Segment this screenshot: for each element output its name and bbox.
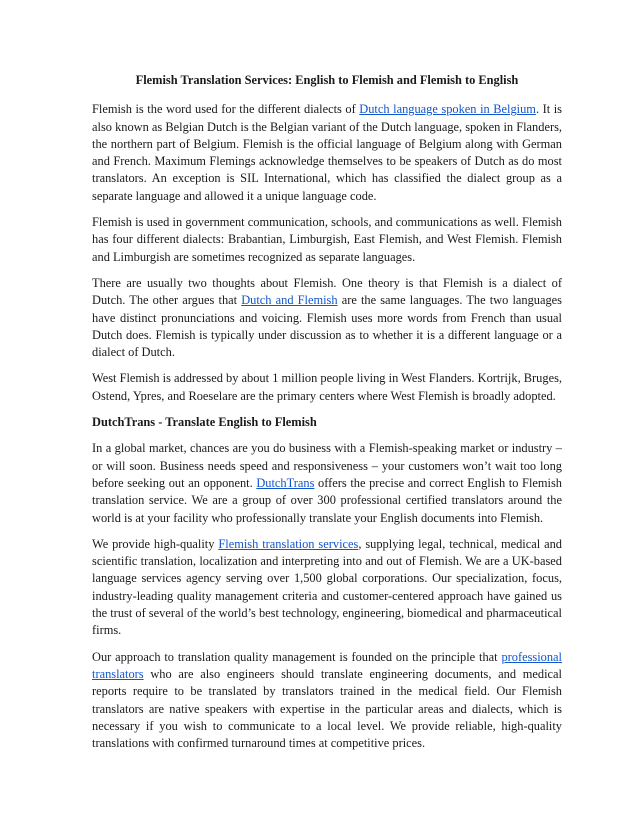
paragraph-flemish-usage: Flemish is used in government communication, schools, and communications as well. Flemish has four different dialects: Brabantian, Limburgish, East Flemish, and West Flemish. Flemish and Limburgish are sometimes recognized as separate languages. — [92, 215, 562, 264]
paragraph-text: In a global market, chances are you do business with a Flemish-speaking market or industry – or will soon. Business needs speed and responsiveness – your customers won’t wait too long before seeking out an opponent. — [92, 441, 562, 490]
paragraph-text: There are usually two thoughts about Flemish. One theory is that Flemish is a dialect of Dutch. The other argues that — [92, 275, 562, 308]
paragraph-quality-approach — [92, 649, 562, 753]
link-dutchtrans[interactable]: DutchTrans — [256, 475, 315, 490]
paragraph-text: , supplying legal, technical, medical and scientific translation, localization and interpreting into and out of Flemish. We are a UK-based language services agency serving over 1,500 global corporations. Our specialization, focus, industry-leading quality management criteria and customer-centered approach have gained us the trust of several of the world’s best technology, engineering, biomedical and pharmaceutical firms. — [92, 536, 562, 638]
link-flemish-translation-services[interactable]: Flemish translation services — [218, 536, 359, 551]
link-dutch-and-flemish[interactable]: Dutch and Flemish — [241, 293, 338, 308]
document-body — [92, 72, 562, 761]
document-title: Flemish Translation Services: English to Flemish and Flemish to English — [135, 73, 519, 87]
paragraph-text: Flemish is the word used for the different dialects of — [92, 102, 360, 117]
link-professional-translators[interactable]: professional translators — [92, 649, 562, 681]
paragraph-text: who are also engineers should translate engineering documents, and medical reports require to be translated by translators trained in the medical field. Our Flemish translators are native speakers with expertise in the particular areas and dialects, which is necessary if you wish to communicate to a local level. We provide reliable, high-quality translations with confirmed turnaround times at competitive prices. — [92, 666, 562, 751]
paragraph-text: Our approach to translation quality management is founded on the principle that — [92, 649, 502, 664]
section-heading-dutchtrans: DutchTrans - Translate English to Flemish — [92, 415, 317, 430]
paragraph-flemish-definition — [92, 101, 562, 205]
paragraph-services — [92, 536, 562, 640]
paragraph-flemish-theories — [92, 275, 562, 361]
paragraph-text: are the same languages. The two languages have distinct pronunciations and voicing. Flemish uses more words from French than usual Dutch does. Flemish is typically under discussion as to whether it is a different language or a dialect of Dutch. — [92, 293, 562, 360]
link-dutch-language-spoken-in-belgium[interactable]: Dutch language spoken in Belgium — [359, 102, 536, 117]
paragraph-text: offers the precise and correct English to Flemish translation service. We are a group of over 300 professional certified translators around the world is at your facility who professionally translate your English documents into Flemish. — [92, 475, 562, 525]
paragraph-text: . It is also known as Belgian Dutch is the Belgian variant of the Dutch language, spoken in Flanders, the northern part of Belgium. Flemish is the official language of Belgium along with German and French. Maximum Flemings acknowledge themselves to be speakers of Dutch as do most translators. An exception is SIL International, which has classified the dialect group as a separate language and allowed it a unique language code. — [92, 102, 562, 203]
paragraph-west-flemish: West Flemish is addressed by about 1 million people living in West Flanders. Kortrijk, Bruges, Ostend, Ypres, and Roeselare are the primary centers where West Flemish is broadly adopted. — [92, 371, 562, 403]
paragraph-text: We provide high-quality — [92, 536, 219, 551]
paragraph-global-market — [92, 440, 562, 526]
